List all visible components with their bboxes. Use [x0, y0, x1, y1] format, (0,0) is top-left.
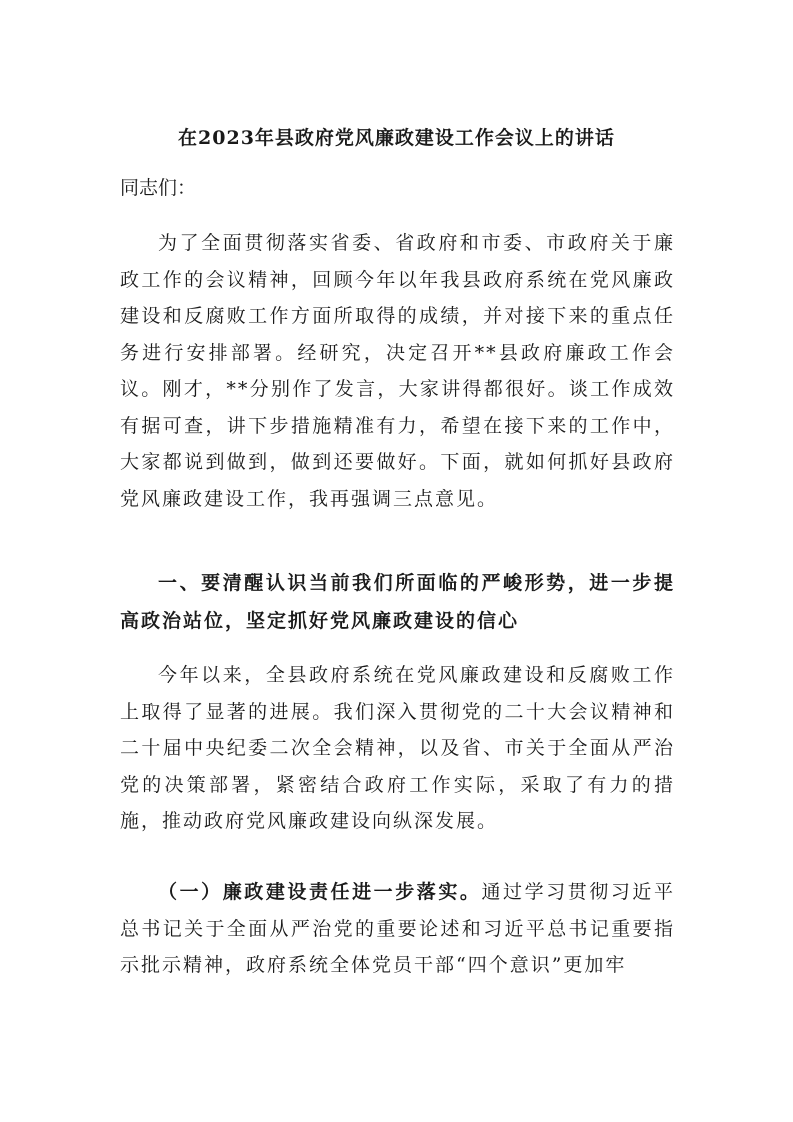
section-heading-1: 一、要清醒认识当前我们所面临的严峻形势，进一步提高政治站位，坚定抓好党风廉政建设的信心 [120, 572, 675, 632]
paragraph-progress: 今年以来，全县政府系统在党风廉政建设和反腐败工作上取得了显著的进展。我们深入贯彻党的二十大会议精神和二十届中央纪委二次全会精神，以及省、市关于全面从严治党的决策部署，紧密结合政府工作实际，采取了有力的措施，推动政府党风廉政建设向纵深发展。 [120, 664, 675, 832]
subsection-lead: （一）廉政建设责任进一步落实。 [158, 881, 482, 903]
salutation: 同志们： [120, 177, 197, 199]
document-title: 在2023年县政府党风廉政建设工作会议上的讲话 [178, 127, 615, 149]
paragraph-intro: 为了全面贯彻落实省委、省政府和市委、市政府关于廉政工作的会议精神，回顾今年以年我县政府系统在党风廉政建设和反腐败工作方面所取得的成绩，并对接下来的重点任务进行安排部署。经研究，决定召开**县政府廉政工作会议。刚才，**分别作了发言，大家讲得都很好。谈工作成效有据可查，讲下步措施精准有力，希望在接下来的工作中，大家都说到做到，做到还要做好。下面，就如何抓好县政府党风廉政建设工作，我再强调三点意见。 [120, 232, 675, 510]
paragraph-subsection-1 [120, 874, 675, 984]
subsection-body: 通过学习贯彻习近平总书记关于全面从严治党的重要论述和习近平总书记重要指示批示精神，政府系统全体党员干部“四个意识”更加牢 [120, 881, 675, 976]
